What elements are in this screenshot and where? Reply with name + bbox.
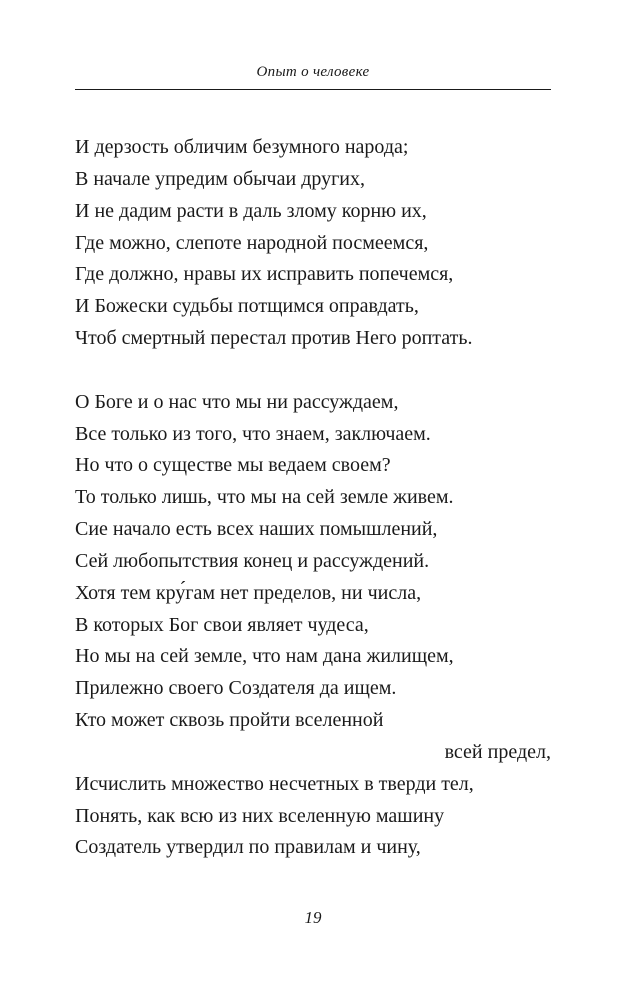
poem-line: Где должно, нравы их исправить попечемся, [75, 263, 454, 285]
poem-line: Создатель утвердил по правилам и чину, [75, 836, 421, 858]
poem-line: То только лишь, что мы на сей земле живем. [75, 486, 454, 508]
poem-line: Сей любопытствия конец и рассуждений. [75, 550, 430, 572]
poem-line-continuation: всей предел, [444, 741, 551, 763]
poem-line: Где можно, слепоте народной посмеемся, [75, 232, 429, 254]
poem-line: Но что о существе мы ведаем своем? [75, 454, 391, 476]
poem-line: Чтоб смертный перестал против Него роптать. [75, 327, 473, 349]
poem-line: Сие начало есть всех наших помышлений, [75, 518, 438, 540]
poem-line: И дерзость обличим безумного народа; [75, 136, 409, 158]
poem-line: Кто может сквозь пройти вселенной [75, 709, 384, 731]
poem-line: Понять, как всю из них вселенную машину [75, 805, 445, 827]
poem-line: Но мы на сей земле, что нам дана жилищем, [75, 645, 454, 667]
poem-line: В которых Бог свои являет чудеса, [75, 614, 369, 636]
poem-line: И не дадим расти в даль злому корню их, [75, 200, 427, 222]
page-number: 19 [304, 908, 322, 927]
header-rule [75, 89, 551, 90]
poem-line: Прилежно своего Создателя да ищем. [75, 677, 397, 699]
poem-line: И Божески судьбы потщимся оправдать, [75, 295, 419, 317]
poem-line: Все только из того, что знаем, заключаем. [75, 423, 431, 445]
poem-line: О Боге и о нас что мы ни рассуждаем, [75, 391, 399, 413]
poem-line: В начале упредим обычаи других, [75, 168, 366, 190]
running-head: Опыт о человеке [256, 64, 370, 80]
poem-line: Исчислить множество несчетных в тверди тел, [75, 773, 474, 795]
poem-line: Хотя тем кру́гам нет пределов, ни числа, [75, 582, 422, 604]
